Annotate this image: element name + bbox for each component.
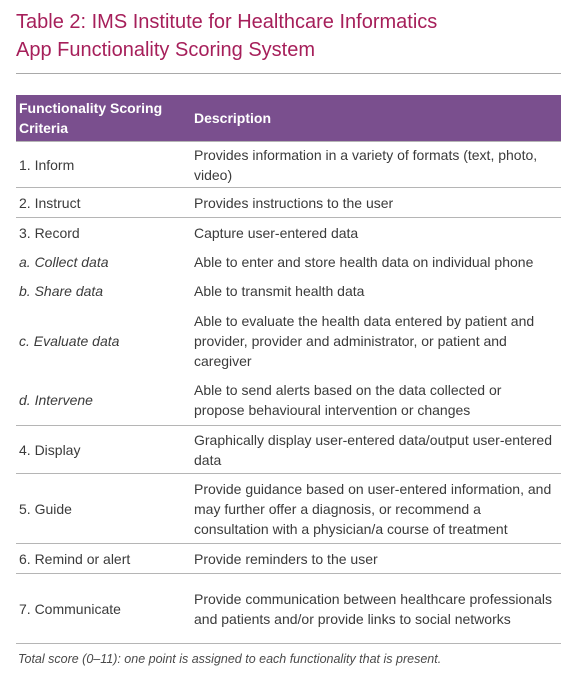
title-line-1: Table 2: IMS Institute for Healthcare Informatics [16,11,438,33]
description-cell: Capture user-entered data [184,218,561,248]
table-row [16,376,561,426]
header-row [16,95,561,142]
functionality-table [16,95,561,644]
header-description: Description [184,95,561,142]
criteria-cell: 5. Guide [16,474,184,544]
table-row [16,474,561,544]
criteria-cell: d. Intervene [19,392,93,409]
table-row [16,188,561,218]
criteria-cell: 2. Instruct [16,188,184,218]
table-footnote: Total score (0–11): one point is assigned to each functionality that is present. [18,652,442,666]
table-row [16,142,561,188]
description-cell: Able to evaluate the health data entered by patient and provider, provider and administrator, or patient and caregiver [194,312,535,369]
table-row [16,426,561,474]
table-row [16,218,561,248]
page-title [16,8,564,64]
criteria-cell: 3. Record [16,218,184,248]
title-line-2: App Functionality Scoring System [16,39,316,61]
description-cell: Able to transmit health data [194,283,365,299]
description-cell: Provides information in a variety of formats (text, photo, video) [184,142,561,188]
table-body [16,142,561,644]
description-cell: Provide reminders to the user [184,544,561,574]
header-criteria: Functionality Scoring Criteria [16,95,184,142]
table-row [16,306,561,376]
criteria-cell: 1. Inform [16,142,184,188]
criteria-cell: 6. Remind or alert [16,544,184,574]
criteria-cell: a. Collect data [19,254,109,270]
table-header [16,95,561,142]
description-cell: Graphically display user-entered data/output user-entered data [184,426,561,474]
description-cell: Provides instructions to the user [184,188,561,218]
table-row [16,544,561,574]
description-cell: Provide communication between healthcare professionals and patients and/or provide links to social networks [184,574,561,644]
description-cell: Able to send alerts based on the data collected or propose behavioural intervention or changes [194,382,502,419]
table-row [16,574,561,644]
description-cell: Able to enter and store health data on individual phone [194,254,534,270]
criteria-cell: c. Evaluate data [19,332,120,349]
criteria-cell: 4. Display [16,426,184,474]
description-cell: Provide guidance based on user-entered information, and may further offer a diagnosis, or recommend a consultation with a physician/a course of treatment [184,474,561,544]
criteria-cell: b. Share data [19,283,104,299]
table-row [16,248,561,277]
criteria-cell: 7. Communicate [16,574,184,644]
title-divider [16,73,561,74]
table-row [16,277,561,306]
